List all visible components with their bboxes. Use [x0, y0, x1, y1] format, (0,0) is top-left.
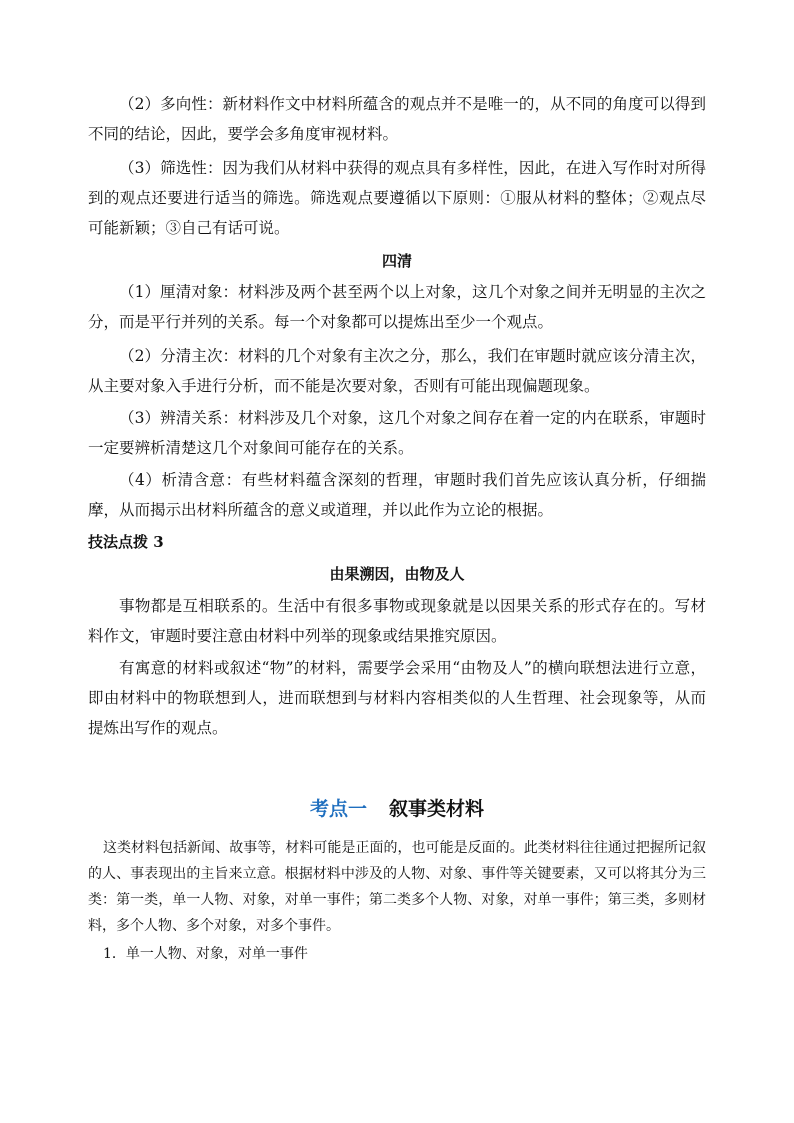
- heading-technique: 由果溯因，由物及人: [329, 565, 465, 583]
- kaodian-title: 叙事类材料: [389, 798, 485, 820]
- paragraph-multidirectional: （2）多向性：新材料作文中材料所蕴含的观点并不是唯一的，从不同的角度可以得到不同的结论，因此，要学会多角度审视材料。: [88, 95, 706, 143]
- section-heading-kaodian: [88, 793, 706, 825]
- heading-si-qing: 四清: [381, 252, 412, 270]
- list-item-1: 1．单一人物、对象，对单一事件: [103, 946, 308, 962]
- paragraph-selectivity: （3）筛选性：因为我们从材料中获得的观点具有多样性，因此，在进入写作时对所得到的观点还要进行适当的筛选。筛选观点要遵循以下原则：①服从材料的整体；②观点尽可能新颖；③自己有话可说。: [88, 159, 706, 237]
- paragraph-li-qing-dui-xiang: （1）厘清对象：材料涉及两个甚至两个以上对象，这几个对象之间并无明显的主次之分，而是平行并列的关系。每一个对象都可以提炼出至少一个观点。: [88, 283, 706, 331]
- paragraph-fen-qing-zhu-ci: （2）分清主次：材料的几个对象有主次之分，那么，我们在审题时就应该分清主次，从主要对象入手进行分析，而不能是次要对象，否则有可能出现偏题现象。: [88, 347, 706, 395]
- paragraph-cause-effect: 事物都是互相联系的。生活中有很多事物或现象就是以因果关系的形式存在的。写材料作文，审题时要注意由材料中列举的现象或结果推究原因。: [88, 597, 706, 645]
- paragraph-xi-qing-han-yi: （4）析清含意：有些材料蕴含深刻的哲理，审题时我们首先应该认真分析，仔细揣摩，从而揭示出材料所蕴含的意义或道理，并以此作为立论的根据。: [88, 471, 706, 519]
- paragraph-object-to-person: 有寓意的材料或叙述“物”的材料，需要学会采用“由物及人”的横向联想法进行立意，即由材料中的物联想到人，进而联想到与材料内容相类似的人生哲理、社会现象等，从而提炼出写作的观点。: [88, 659, 706, 737]
- paragraph-bian-qing-guan-xi: （3）辨清关系：材料涉及几个对象，这几个对象之间存在着一定的内在联系，审题时一定要辨析清楚这几个对象间可能存在的关系。: [88, 409, 706, 457]
- technique-label: 技法点拨 3: [88, 533, 164, 551]
- paragraph-narrative-intro: 这类材料包括新闻、故事等，材料可能是正面的，也可能是反面的。此类材料往往通过把握所记叙的人、事表现出的主旨来立意。根据材料中涉及的人物、对象、事件等关键要素，又可以将其分为三类：第一类，单一人物、对象，对单一事件；第二类多个人物、对象，对单一事件；第三类，多则材料，多个人物、多个对象，对多个事件。: [88, 840, 706, 934]
- kaodian-label: 考点一: [309, 798, 367, 820]
